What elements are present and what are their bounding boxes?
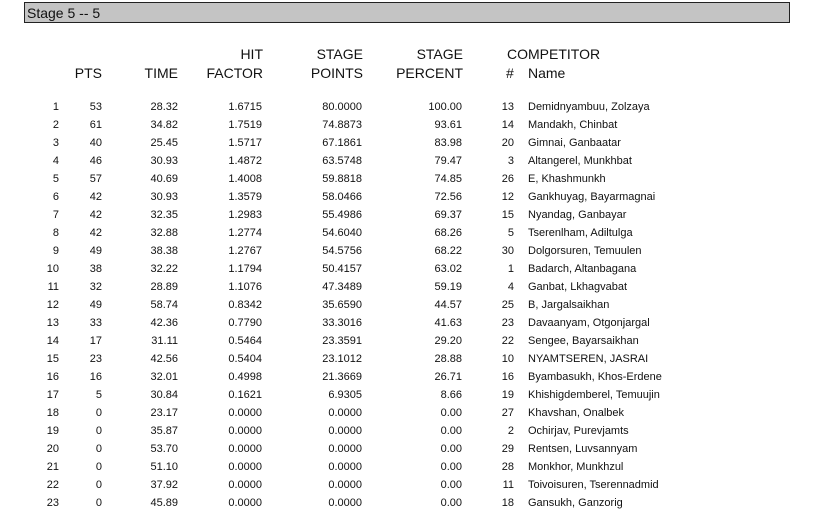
hit-factor-cell: 0.0000 bbox=[228, 461, 262, 473]
competitor-name-cell: Ganbat, Lkhagvabat bbox=[528, 281, 628, 293]
hit-factor-cell: 0.0000 bbox=[228, 425, 262, 437]
stage-percent-cell: 79.47 bbox=[434, 155, 462, 167]
competitor-name-cell: Nyandag, Ganbayar bbox=[528, 209, 627, 221]
place-cell: 20 bbox=[46, 443, 59, 455]
table-row bbox=[0, 461, 816, 479]
table-row bbox=[0, 443, 816, 461]
pts-cell: 0 bbox=[95, 425, 102, 437]
table-row bbox=[0, 101, 816, 119]
competitor-name-cell: Badarch, Altanbagana bbox=[528, 263, 637, 275]
competitor-number-cell: 29 bbox=[501, 443, 514, 455]
place-cell: 23 bbox=[46, 497, 59, 509]
competitor-number-cell: 18 bbox=[501, 497, 514, 509]
table-row bbox=[0, 227, 816, 245]
stage-percent-cell: 41.63 bbox=[434, 317, 462, 329]
hit-factor-cell: 1.1076 bbox=[228, 281, 262, 293]
place-cell: 3 bbox=[52, 137, 59, 149]
stage-points-cell: 23.1012 bbox=[322, 353, 362, 365]
stage-percent-cell: 29.20 bbox=[434, 335, 462, 347]
hit-factor-cell: 1.2983 bbox=[228, 209, 262, 221]
pts-cell: 0 bbox=[95, 461, 102, 473]
stage-title-bar bbox=[24, 2, 790, 23]
table-row bbox=[0, 407, 816, 425]
place-cell: 22 bbox=[46, 479, 59, 491]
stage-percent-cell: 0.00 bbox=[440, 443, 462, 455]
stage-points-cell: 50.4157 bbox=[322, 263, 362, 275]
hit-factor-cell: 0.7790 bbox=[228, 317, 262, 329]
competitor-number-cell: 4 bbox=[507, 281, 514, 293]
competitor-number-cell: 3 bbox=[507, 155, 514, 167]
place-cell: 17 bbox=[46, 389, 59, 401]
competitor-number-cell: 26 bbox=[501, 173, 514, 185]
competitor-number-cell: 30 bbox=[501, 245, 514, 257]
time-cell: 58.74 bbox=[150, 299, 178, 311]
stage-points-cell: 0.0000 bbox=[328, 407, 362, 419]
time-cell: 30.93 bbox=[150, 155, 178, 167]
time-cell: 35.87 bbox=[150, 425, 178, 437]
time-cell: 37.92 bbox=[150, 479, 178, 491]
pts-cell: 38 bbox=[89, 263, 102, 275]
table-row bbox=[0, 353, 816, 371]
time-cell: 32.35 bbox=[150, 209, 178, 221]
competitor-name-cell: Toivoisuren, Tserennadmid bbox=[528, 479, 659, 491]
stage-percent-cell: 26.71 bbox=[434, 371, 462, 383]
table-row bbox=[0, 299, 816, 317]
time-cell: 34.82 bbox=[150, 119, 178, 131]
stage-percent-cell: 0.00 bbox=[440, 497, 462, 509]
time-cell: 42.56 bbox=[150, 353, 178, 365]
pts-cell: 49 bbox=[89, 245, 102, 257]
stage-points-cell: 54.5756 bbox=[322, 245, 362, 257]
stage-points-cell: 47.3489 bbox=[322, 281, 362, 293]
pts-cell: 32 bbox=[89, 281, 102, 293]
place-cell: 18 bbox=[46, 407, 59, 419]
table-row bbox=[0, 191, 816, 209]
stage-points-cell: 0.0000 bbox=[328, 461, 362, 473]
stage-percent-cell: 0.00 bbox=[440, 425, 462, 437]
stage-points-cell: 54.6040 bbox=[322, 227, 362, 239]
competitor-name-cell: Rentsen, Luvsannyam bbox=[528, 443, 638, 455]
stage-points-cell: 74.8873 bbox=[322, 119, 362, 131]
competitor-number-cell: 12 bbox=[501, 191, 514, 203]
place-cell: 15 bbox=[46, 353, 59, 365]
pts-cell: 5 bbox=[95, 389, 102, 401]
competitor-name-cell: B, Jargalsaikhan bbox=[528, 299, 610, 311]
hit-factor-cell: 0.4998 bbox=[228, 371, 262, 383]
hit-factor-cell: 0.0000 bbox=[228, 407, 262, 419]
stage-points-cell: 35.6590 bbox=[322, 299, 362, 311]
stage-percent-cell: 93.61 bbox=[434, 119, 462, 131]
stage-percent-cell: 72.56 bbox=[434, 191, 462, 203]
header-stage-percent-top: STAGE bbox=[416, 46, 463, 62]
time-cell: 51.10 bbox=[150, 461, 178, 473]
competitor-name-cell: Tserenlham, Adiltulga bbox=[528, 227, 633, 239]
hit-factor-cell: 1.2767 bbox=[228, 245, 262, 257]
competitor-number-cell: 13 bbox=[501, 101, 514, 113]
stage-percent-cell: 74.85 bbox=[434, 173, 462, 185]
pts-cell: 0 bbox=[95, 497, 102, 509]
competitor-name-cell: Davaanyam, Otgonjargal bbox=[528, 317, 650, 329]
stage-points-cell: 63.5748 bbox=[322, 155, 362, 167]
hit-factor-cell: 1.5717 bbox=[228, 137, 262, 149]
pts-cell: 17 bbox=[89, 335, 102, 347]
competitor-name-cell: Monkhor, Munkhzul bbox=[528, 461, 624, 473]
pts-cell: 42 bbox=[89, 209, 102, 221]
competitor-number-cell: 25 bbox=[501, 299, 514, 311]
pts-cell: 42 bbox=[89, 227, 102, 239]
stage-percent-cell: 0.00 bbox=[440, 407, 462, 419]
competitor-number-cell: 28 bbox=[501, 461, 514, 473]
header-factor: FACTOR bbox=[206, 65, 263, 81]
stage-points-cell: 0.0000 bbox=[328, 443, 362, 455]
competitor-number-cell: 15 bbox=[501, 209, 514, 221]
hit-factor-cell: 1.6715 bbox=[228, 101, 262, 113]
place-cell: 16 bbox=[46, 371, 59, 383]
time-cell: 23.17 bbox=[150, 407, 178, 419]
hit-factor-cell: 0.8342 bbox=[228, 299, 262, 311]
time-cell: 40.69 bbox=[150, 173, 178, 185]
pts-cell: 0 bbox=[95, 479, 102, 491]
stage-points-cell: 0.0000 bbox=[328, 479, 362, 491]
place-cell: 13 bbox=[46, 317, 59, 329]
competitor-name-cell: Gansukh, Ganzorig bbox=[528, 497, 623, 509]
stage-percent-cell: 44.57 bbox=[434, 299, 462, 311]
competitor-name-cell: Altangerel, Munkhbat bbox=[528, 155, 632, 167]
competitor-number-cell: 23 bbox=[501, 317, 514, 329]
place-cell: 7 bbox=[52, 209, 59, 221]
pts-cell: 46 bbox=[89, 155, 102, 167]
place-cell: 21 bbox=[46, 461, 59, 473]
table-row bbox=[0, 335, 816, 353]
table-row bbox=[0, 209, 816, 227]
time-cell: 53.70 bbox=[150, 443, 178, 455]
hit-factor-cell: 1.7519 bbox=[228, 119, 262, 131]
header-pts: PTS bbox=[74, 65, 102, 81]
time-cell: 32.22 bbox=[150, 263, 178, 275]
stage-points-cell: 21.3669 bbox=[322, 371, 362, 383]
stage-points-cell: 0.0000 bbox=[328, 425, 362, 437]
competitor-name-cell: Mandakh, Chinbat bbox=[528, 119, 618, 131]
hit-factor-cell: 0.0000 bbox=[228, 443, 262, 455]
competitor-number-cell: 10 bbox=[501, 353, 514, 365]
time-cell: 45.89 bbox=[150, 497, 178, 509]
hit-factor-cell: 1.4872 bbox=[228, 155, 262, 167]
header-competitor: COMPETITOR bbox=[507, 46, 601, 62]
hit-factor-cell: 1.2774 bbox=[228, 227, 262, 239]
stage-percent-cell: 63.02 bbox=[434, 263, 462, 275]
competitor-number-cell: 19 bbox=[501, 389, 514, 401]
competitor-name-cell: NYAMTSEREN, JASRAI bbox=[528, 353, 649, 365]
stage-percent-cell: 59.19 bbox=[434, 281, 462, 293]
time-cell: 31.11 bbox=[151, 335, 178, 347]
competitor-name-cell: Khavshan, Onalbek bbox=[528, 407, 625, 419]
table-row bbox=[0, 317, 816, 335]
header-number: # bbox=[506, 65, 514, 81]
place-cell: 19 bbox=[46, 425, 59, 437]
stage-points-cell: 58.0466 bbox=[322, 191, 362, 203]
place-cell: 12 bbox=[46, 299, 59, 311]
time-cell: 30.93 bbox=[150, 191, 178, 203]
competitor-number-cell: 2 bbox=[507, 425, 514, 437]
stage-points-cell: 23.3591 bbox=[322, 335, 362, 347]
place-cell: 1 bbox=[52, 101, 59, 113]
place-cell: 11 bbox=[47, 281, 59, 293]
table-row bbox=[0, 371, 816, 389]
hit-factor-cell: 1.4008 bbox=[228, 173, 262, 185]
place-cell: 8 bbox=[52, 227, 59, 239]
table-row bbox=[0, 245, 816, 263]
place-cell: 10 bbox=[46, 263, 59, 275]
stage-points-cell: 0.0000 bbox=[328, 497, 362, 509]
header-stage-points-top: STAGE bbox=[316, 46, 363, 62]
competitor-number-cell: 27 bbox=[501, 407, 514, 419]
competitor-number-cell: 14 bbox=[501, 119, 514, 131]
stage-percent-cell: 100.00 bbox=[428, 101, 462, 113]
header-stage-points: POINTS bbox=[310, 65, 363, 81]
place-cell: 14 bbox=[46, 335, 59, 347]
hit-factor-cell: 0.5404 bbox=[228, 353, 262, 365]
stage-percent-cell: 8.66 bbox=[440, 389, 462, 401]
stage-percent-cell: 0.00 bbox=[440, 461, 462, 473]
place-cell: 5 bbox=[52, 173, 59, 185]
pts-cell: 0 bbox=[95, 443, 102, 455]
stage-percent-cell: 0.00 bbox=[440, 479, 462, 491]
stage-percent-cell: 68.22 bbox=[434, 245, 462, 257]
time-cell: 32.01 bbox=[150, 371, 178, 383]
pts-cell: 57 bbox=[89, 173, 102, 185]
table-row bbox=[0, 137, 816, 155]
competitor-number-cell: 5 bbox=[507, 227, 514, 239]
pts-cell: 16 bbox=[89, 371, 102, 383]
stage-points-cell: 80.0000 bbox=[322, 101, 362, 113]
place-cell: 9 bbox=[52, 245, 59, 257]
competitor-name-cell: Byambasukh, Khos-Erdene bbox=[528, 371, 662, 383]
competitor-name-cell: Khishigdemberel, Temuujin bbox=[528, 389, 660, 401]
table-row bbox=[0, 479, 816, 497]
competitor-name-cell: E, Khashmunkh bbox=[528, 173, 606, 185]
competitor-name-cell: Dolgorsuren, Temuulen bbox=[528, 245, 642, 257]
competitor-name-cell: Ochirjav, Purevjamts bbox=[528, 425, 629, 437]
header-stage-percent: PERCENT bbox=[396, 65, 463, 81]
place-cell: 4 bbox=[52, 155, 59, 167]
table-row bbox=[0, 425, 816, 443]
stage-points-cell: 67.1861 bbox=[322, 137, 362, 149]
table-row bbox=[0, 497, 816, 515]
table-row bbox=[0, 155, 816, 173]
competitor-name-cell: Demidnyambuu, Zolzaya bbox=[528, 101, 650, 113]
header-hit: HIT bbox=[240, 46, 263, 62]
pts-cell: 53 bbox=[89, 101, 102, 113]
hit-factor-cell: 0.5464 bbox=[228, 335, 262, 347]
time-cell: 32.88 bbox=[150, 227, 178, 239]
pts-cell: 49 bbox=[89, 299, 102, 311]
table-row bbox=[0, 173, 816, 191]
competitor-number-cell: 20 bbox=[501, 137, 514, 149]
table-row bbox=[0, 389, 816, 407]
competitor-name-cell: Sengee, Bayarsaikhan bbox=[528, 335, 639, 347]
stage-title: Stage 5 -- 5 bbox=[27, 5, 101, 21]
place-cell: 2 bbox=[52, 119, 59, 131]
competitor-number-cell: 16 bbox=[501, 371, 514, 383]
stage-percent-cell: 28.88 bbox=[434, 353, 462, 365]
pts-cell: 0 bbox=[95, 407, 102, 419]
hit-factor-cell: 0.0000 bbox=[228, 497, 262, 509]
stage-points-cell: 33.3016 bbox=[322, 317, 362, 329]
competitor-number-cell: 11 bbox=[502, 479, 514, 491]
competitor-number-cell: 22 bbox=[501, 335, 514, 347]
table-row bbox=[0, 119, 816, 137]
hit-factor-cell: 0.1621 bbox=[228, 389, 262, 401]
stage-percent-cell: 83.98 bbox=[434, 137, 462, 149]
pts-cell: 42 bbox=[89, 191, 102, 203]
hit-factor-cell: 1.3579 bbox=[228, 191, 262, 203]
stage-points-cell: 55.4986 bbox=[322, 209, 362, 221]
stage-points-cell: 6.9305 bbox=[328, 389, 362, 401]
competitor-name-cell: Gankhuyag, Bayarmagnai bbox=[528, 191, 656, 203]
table-row bbox=[0, 281, 816, 299]
pts-cell: 33 bbox=[89, 317, 102, 329]
hit-factor-cell: 0.0000 bbox=[228, 479, 262, 491]
time-cell: 30.84 bbox=[150, 389, 178, 401]
time-cell: 28.32 bbox=[150, 101, 178, 113]
competitor-number-cell: 1 bbox=[507, 263, 514, 275]
pts-cell: 40 bbox=[89, 137, 102, 149]
header-name: Name bbox=[528, 65, 566, 81]
place-cell: 6 bbox=[52, 191, 59, 203]
table-row bbox=[0, 263, 816, 281]
stage-percent-cell: 69.37 bbox=[434, 209, 462, 221]
competitor-name-cell: Gimnai, Ganbaatar bbox=[528, 137, 621, 149]
pts-cell: 23 bbox=[89, 353, 102, 365]
pts-cell: 61 bbox=[89, 119, 102, 131]
header-time: TIME bbox=[144, 65, 178, 81]
time-cell: 25.45 bbox=[150, 137, 178, 149]
time-cell: 38.38 bbox=[150, 245, 178, 257]
stage-points-cell: 59.8818 bbox=[322, 173, 362, 185]
time-cell: 42.36 bbox=[150, 317, 178, 329]
stage-percent-cell: 68.26 bbox=[434, 227, 462, 239]
time-cell: 28.89 bbox=[150, 281, 178, 293]
hit-factor-cell: 1.1794 bbox=[228, 263, 262, 275]
